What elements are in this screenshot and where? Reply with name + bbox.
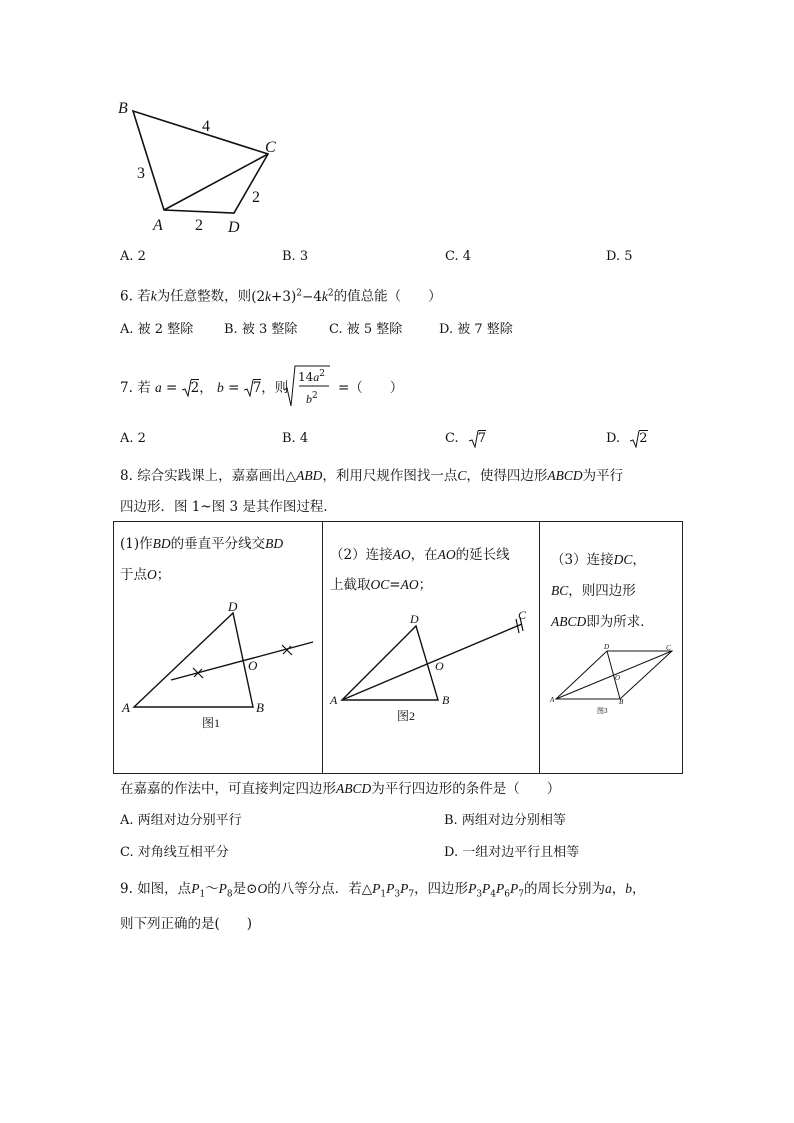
fig1-label-a: A	[122, 700, 130, 715]
q6-number: 6.	[120, 288, 133, 305]
fig2-caption: 图2	[397, 709, 416, 723]
fig3-label-d: D	[604, 643, 610, 651]
q7-option-c[interactable]: C. 7	[445, 429, 486, 449]
step-3-line3: ABCD即为所求．	[551, 614, 654, 630]
perpendicular-bisector	[171, 642, 313, 680]
length-ad: 2	[195, 217, 203, 234]
q8-option-d[interactable]: D. 一组对边平行且相等	[444, 845, 580, 860]
quadrilateral-figure	[110, 92, 310, 240]
q8-number: 8.	[120, 468, 133, 484]
q8-option-a[interactable]: A. 两组对边分别平行	[120, 813, 242, 828]
fig3-caption: 图3	[597, 707, 608, 715]
q5-option-b[interactable]: B. 3	[282, 249, 309, 264]
q6-stem: 6. 若k为任意整数，则$(2k+3)^2-4k^2$的值总能（ ）	[120, 288, 442, 305]
length-cd: 2	[252, 189, 260, 206]
triangle-abd	[134, 613, 253, 707]
q9-stem-line1: 9. 如图，点$P_1\sim P_8$是⊙O的八等分点．若$\triangle P_1P_3P_7$，四边形$P_3P_4P_6P_7$的周长分别为a，b，	[120, 881, 646, 900]
q7-option-d[interactable]: D. 2	[606, 429, 648, 449]
q7-stem: 7. 若 a = 2， b = 7，则	[120, 380, 289, 396]
sqrt-2: 2	[182, 378, 200, 398]
q5-option-a[interactable]: A. 2	[120, 249, 146, 264]
q6-option-a[interactable]: A. 被 2 整除	[120, 322, 194, 337]
fig3-label-b: B	[619, 698, 624, 706]
fig2-label-b: B	[442, 693, 450, 707]
fig2-label-o: O	[435, 659, 444, 673]
q8-question: 在嘉嘉的作法中，可直接判定四边形ABCD为平行四边形的条件是（ ）	[120, 781, 561, 797]
q8-stem-line1: 8. 综合实践课上，嘉嘉画出△ABD，利用尺规作图找一点C，使得四边形ABCD为平行	[120, 468, 624, 484]
figure-2	[326, 606, 538, 728]
fig2-label-c: C	[518, 608, 527, 622]
length-bc: 4	[202, 118, 210, 135]
figure-1	[116, 596, 320, 736]
fig2-label-d: D	[410, 612, 419, 626]
table-divider-1	[322, 521, 323, 773]
extended-line-ac	[342, 624, 522, 700]
q5-option-c[interactable]: C. 4	[445, 249, 472, 264]
fig1-label-d: D	[228, 599, 238, 614]
fig3-label-o: O	[615, 674, 621, 682]
label-b: B	[118, 100, 128, 117]
label-c: C	[265, 139, 276, 156]
q6-expression: $(2k+3)^2-4k^2$	[251, 288, 334, 305]
q6-option-c[interactable]: C. 被 5 整除	[329, 322, 403, 337]
step-2-line1: （2）连接AO，在AO的延长线	[330, 547, 510, 563]
table-divider-2	[539, 521, 540, 773]
step-3-line1: （3）连接DC，	[551, 552, 646, 568]
q8-option-b[interactable]: B. 两组对边分别相等	[444, 813, 566, 828]
label-a: A	[153, 217, 163, 234]
q7-number: 7.	[120, 380, 133, 396]
q9-number: 9.	[120, 881, 133, 897]
q5-option-d[interactable]: D. 5	[606, 249, 633, 264]
q7-radical-fraction: $14a^2$ $b^2$	[284, 364, 346, 408]
q7-option-a[interactable]: A. 2	[120, 431, 146, 446]
label-d: D	[228, 219, 240, 236]
step-1-line1: (1)作BD的垂直平分线交BD	[120, 536, 284, 552]
fig1-caption: 图1	[202, 716, 221, 730]
step-1-line2: 于点O；	[120, 567, 171, 583]
quadrilateral-outline	[133, 111, 268, 213]
sqrt-2-option: 2	[630, 429, 647, 449]
q6-option-d[interactable]: D. 被 7 整除	[439, 322, 513, 337]
fig3-label-a: A	[550, 696, 555, 704]
fig1-label-o: O	[248, 658, 258, 673]
q8-stem-line2: 四边形．图 1~图 3 是其作图过程．	[120, 499, 337, 515]
fig2-label-a: A	[330, 693, 338, 707]
q7-tail: =（ ）	[338, 380, 404, 396]
q8-option-c[interactable]: C. 对角线互相平分	[120, 845, 229, 860]
fig1-label-b: B	[256, 700, 264, 715]
figure-3	[544, 642, 678, 718]
triangle-abd-2	[342, 626, 438, 700]
fig3-label-c: C	[666, 644, 671, 652]
q7-option-b[interactable]: B. 4	[282, 431, 309, 446]
step-3-line2: BC，则四边形	[551, 583, 636, 599]
sqrt-7: 7	[244, 378, 262, 398]
q9-stem-line2: 则下列正确的是( )	[120, 916, 253, 932]
length-ab: 3	[137, 165, 145, 182]
step-2-line2: 上截取OC=AO；	[330, 577, 433, 593]
sqrt-7-option: 7	[469, 429, 486, 449]
q6-option-b[interactable]: B. 被 3 整除	[224, 322, 298, 337]
